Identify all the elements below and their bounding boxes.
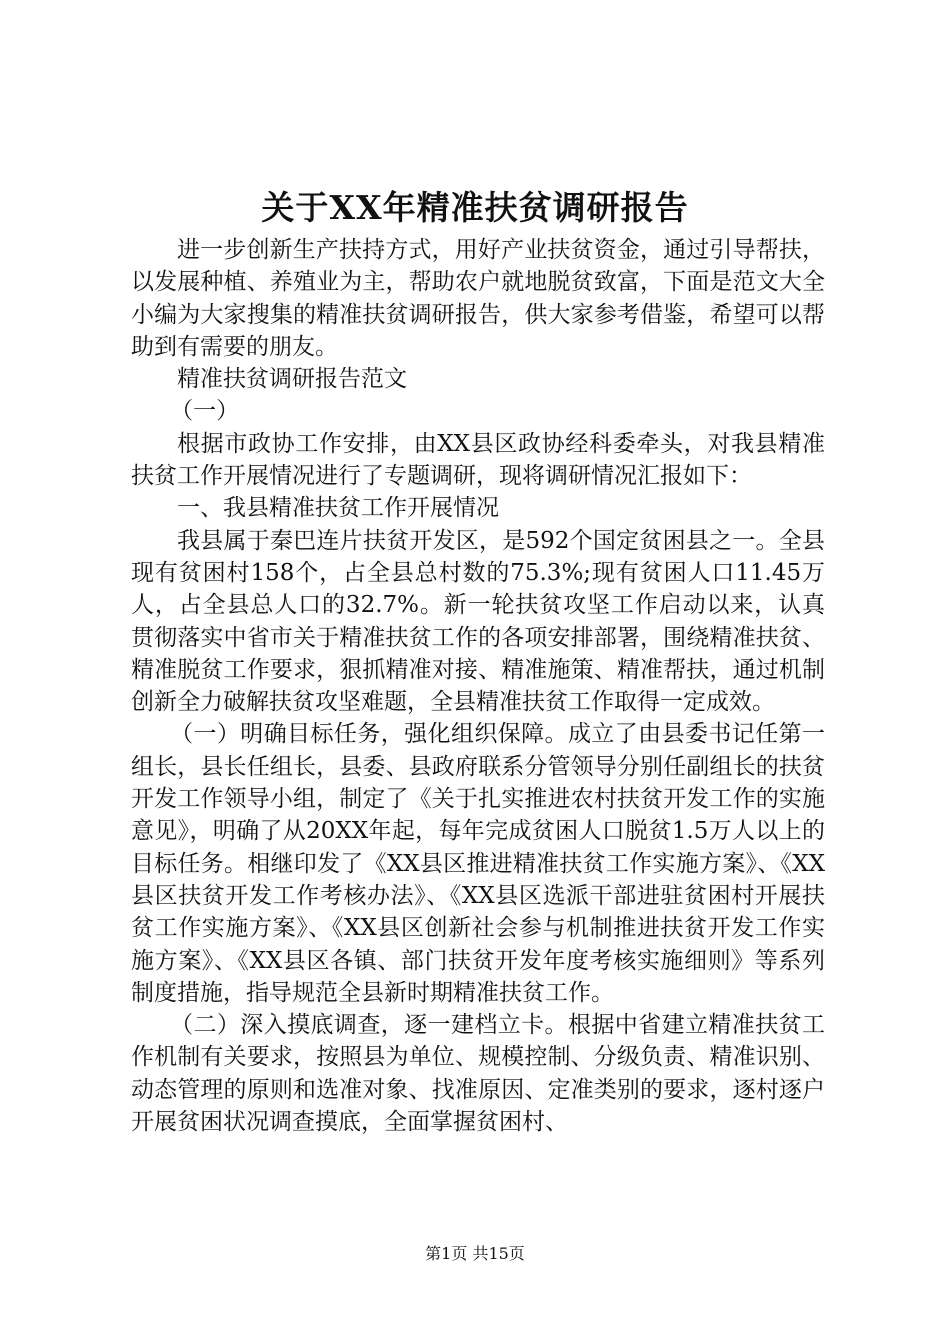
body-paragraph: 根据市政协工作安排，由XX县区政协经科委牵头，对我县精准扶贫工作开展情况进行了专题调研，现将调研情况汇报如下：: [131, 430, 825, 490]
intro-paragraph: 进一步创新生产扶持方式，用好产业扶贫资金，通过引导帮扶，以发展种植、养殖业为主，帮助农户就地脱贫致富，下面是范文大全小编为大家搜集的精准扶贫调研报告，供大家参考借鉴，希望可以帮助到有需要的朋友。: [131, 237, 825, 360]
document-body: [131, 234, 825, 1138]
section-heading-fanwen: 精准扶贫调研报告范文: [177, 366, 407, 393]
body-paragraph: 我县属于秦巴连片扶贫开发区，是592个国定贫困县之一。全县现有贫困村158个，占全县总村数的75.3%;现有贫困人口11.45万人，占全县总人口的32.7%。新一轮扶贫攻坚工作启动以来，认真贯彻落实中省市关于精准扶贫工作的各项安排部署，围绕精准扶贫、精准脱贫工作要求，狠抓精准对接、精准施策、精准帮扶，通过机制创新全力破解扶贫攻坚难题，全县精准扶贫工作取得一定成效。: [131, 527, 825, 716]
body-paragraph: （二）深入摸底调查，逐一建档立卡。根据中省建立精准扶贫工作机制有关要求，按照县为单位、规模控制、分级负责、精准识别、动态管理的原则和选准对象、找准原因、定准类别的要求，逐村逐户开展贫困状况调查摸底，全面掌握贫困村、: [131, 1012, 825, 1136]
section-number: （一）: [170, 398, 240, 425]
page-number-footer: 第1页 共15页: [425, 1244, 525, 1263]
section-heading: 一、我县精准扶贫工作开展情况: [177, 495, 499, 522]
body-paragraph: （一）明确目标任务，强化组织保障。成立了由县委书记任第一组长，县长任组长，县委、县政府联系分管领导分别任副组长的扶贫开发工作领导小组，制定了《关于扎实推进农村扶贫开发工作的实施意见》，明确了从20XX年起，每年完成贫困人口脱贫1.5万人以上的目标任务。相继印发了《XX县区推进精准扶贫工作实施方案》、《XX县区扶贫开发工作考核办法》、《XX县区选派干部进驻贫困村开展扶贫工作实施方案》、《XX县区创新社会参与机制推进扶贫开发工作实施方案》、《XX县区各镇、部门扶贫开发年度考核实施细则》等系列制度措施，指导规范全县新时期精准扶贫工作。: [131, 721, 825, 1006]
document-title: 关于XX年精准扶贫调研报告: [261, 188, 689, 227]
